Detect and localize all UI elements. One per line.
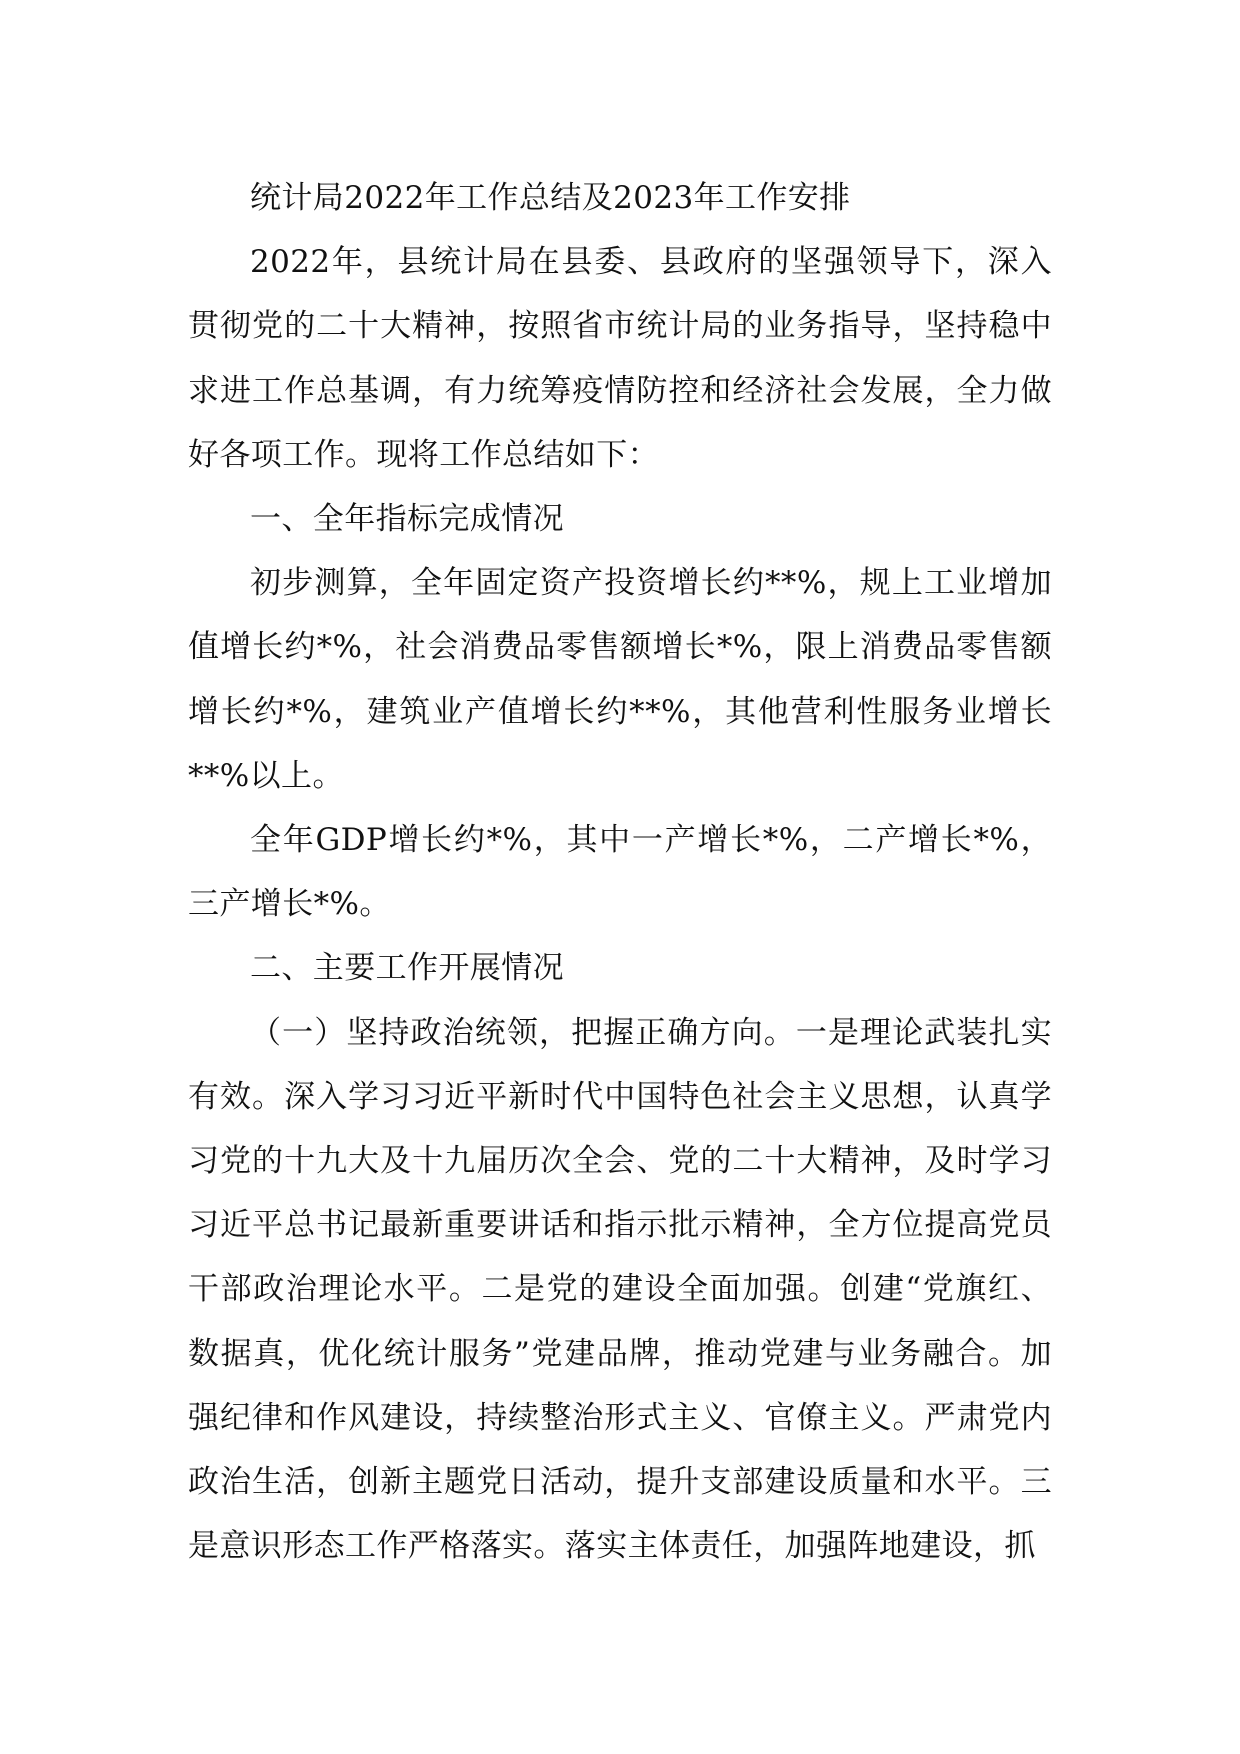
section-heading: 一、全年指标完成情况 — [250, 501, 564, 538]
section-heading: 二、主要工作开展情况 — [250, 950, 564, 987]
paragraph: 全年GDP增长约*%，其中一产增长*%，二产增长*%，三产增长*%。 — [188, 822, 1052, 923]
intro-paragraph: 2022年，县统计局在县委、县政府的坚强领导下，深入贯彻党的二十大精神，按照省市统计局的业务指导，坚持稳中求进工作总基调，有力统筹疫情防控和经济社会发展，全力做好各项工作。现将工作总结如下： — [188, 244, 1052, 473]
document-title: 统计局2022年工作总结及2023年工作安排 — [250, 180, 851, 216]
document-body — [188, 166, 1052, 1578]
paragraph: （一）坚持政治统领，把握正确方向。一是理论武装扎实有效。深入学习习近平新时代中国特色社会主义思想，认真学习党的十九大及十九届历次全会、党的二十大精神，及时学习习近平总书记最新重要讲话和指示批示精神，全方位提高党员干部政治理论水平。二是党的建设全面加强。创建“党旗红、数据真，优化统计服务”党建品牌，推动党建与业务融合。加强纪律和作风建设，持续整治形式主义、官僚主义。严肃党内政治生活，创新主题党日活动，提升支部建设质量和水平。三是意识形态工作严格落实。落实主体责任，加强阵地建设，抓 — [188, 1014, 1052, 1565]
paragraph: 初步测算，全年固定资产投资增长约**%，规上工业增加值增长约*%，社会消费品零售额增长*%，限上消费品零售额增长约*%，建筑业产值增长约**%，其他营利性服务业增长**%以上。 — [188, 565, 1052, 794]
